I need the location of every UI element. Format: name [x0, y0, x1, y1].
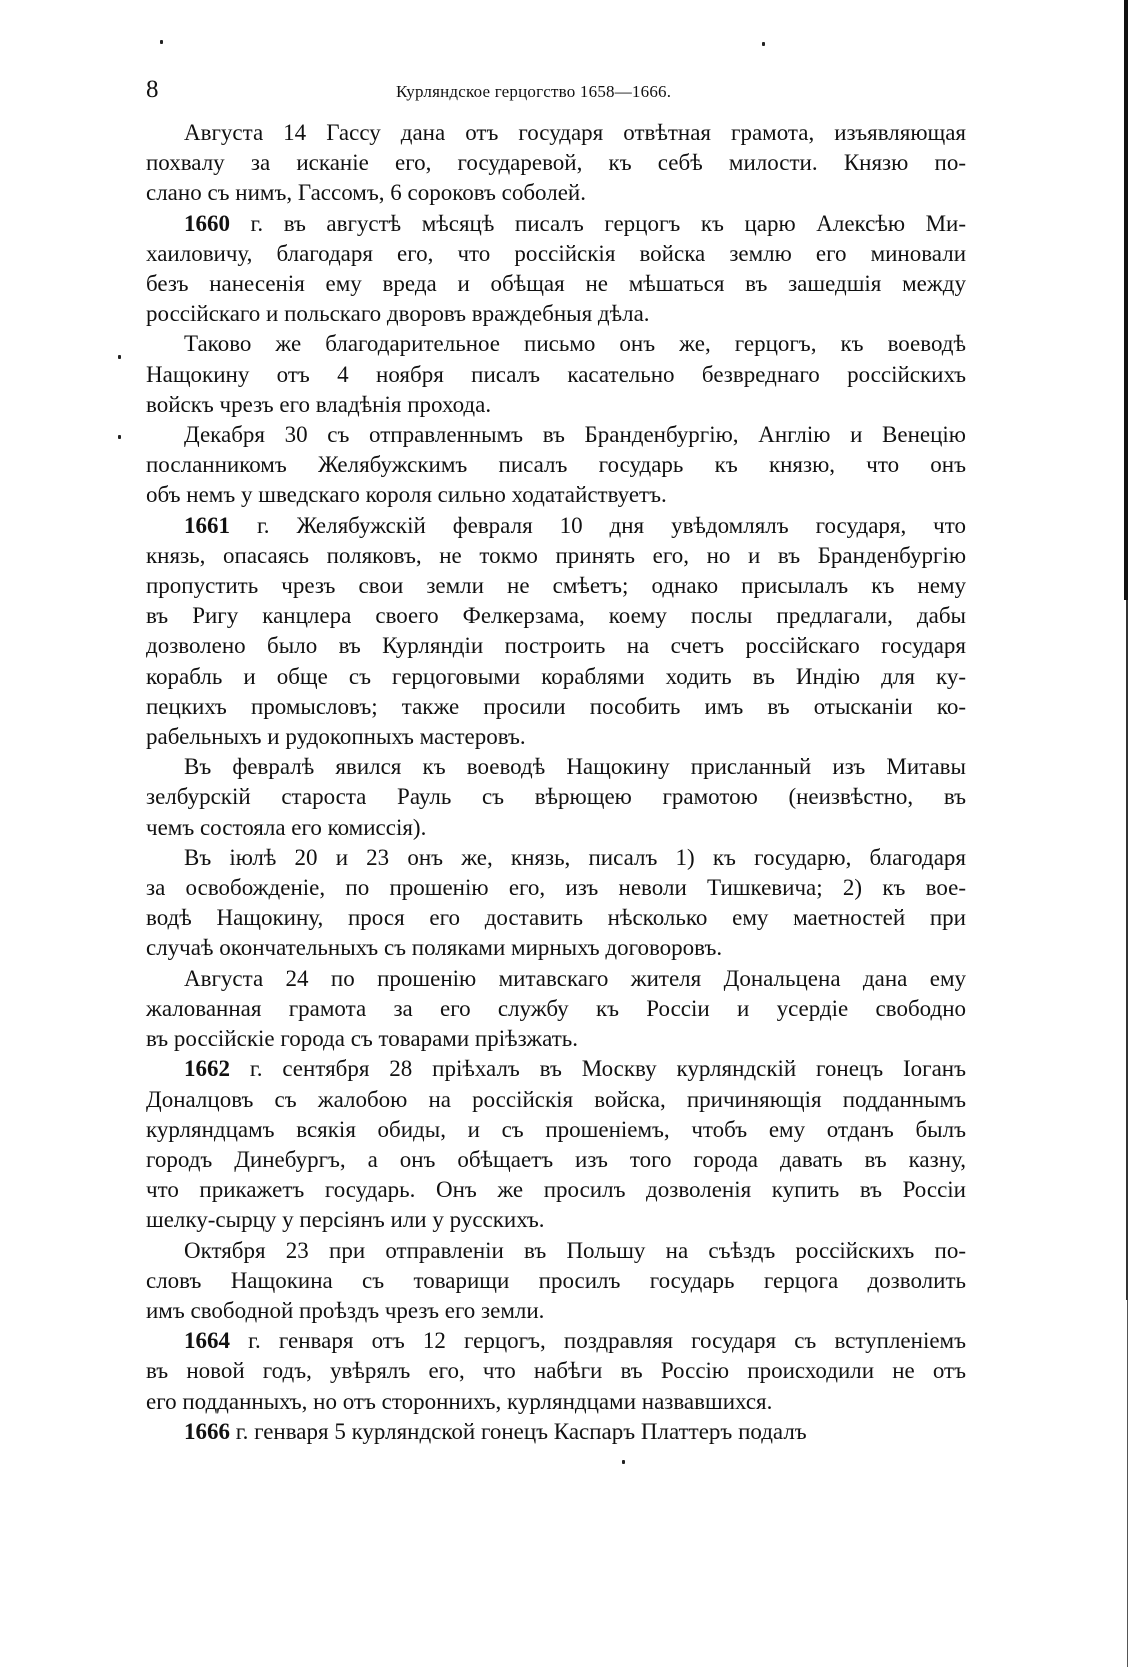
paragraph: [146, 1326, 966, 1417]
text-line: слано съ нимъ, Гассомъ, 6 сороковъ соболей.: [146, 180, 586, 206]
text-line: что прикажетъ государь. Онъ же просилъ дозволенія купить въ Россіи: [146, 1177, 966, 1203]
year-label: 1662: [184, 1056, 230, 1082]
text-line: водѣ Нащокину, прося его доставить нѣсколько ему маетностей при: [146, 905, 966, 931]
year-label: 1661: [184, 512, 230, 538]
paragraph: [146, 118, 966, 209]
text-line: корабль и обще съ герцоговыми кораблями ходить въ Индію для ку-: [146, 663, 966, 689]
page-edge-line: [1126, 600, 1128, 1300]
page-header: [146, 76, 976, 106]
text-line: 1664 г. генваря отъ 12 герцогъ, поздравляя государя съ вступленіемъ: [184, 1328, 966, 1354]
text-line: рабельныхъ и рудокопныхъ мастеровъ.: [146, 724, 526, 750]
page-body: [146, 118, 966, 1447]
text-line: зелбурскій староста Рауль съ вѣрющею грамотою (неизвѣстно, въ: [146, 784, 966, 810]
year-label: 1666: [184, 1418, 230, 1444]
text-line: имъ свободной проѣздъ чрезъ его земли.: [146, 1297, 545, 1323]
text-line: въ новой годъ, увѣрялъ его, что набѣги въ Россію происходили не отъ: [146, 1358, 966, 1384]
scan-speck: [118, 355, 121, 359]
text-line: Таково же благодарительное письмо онъ же, герцогъ, къ воеводѣ: [184, 331, 966, 357]
text-line: Нащокину отъ 4 ноября писалъ касательно безвреднаго россійскихъ: [146, 361, 966, 387]
scan-speck: [118, 435, 121, 439]
text-line: пецкихъ промысловъ; также просили пособить имъ въ отысканіи ко-: [146, 693, 966, 719]
text-line: похвалу за исканіе его, государевой, къ себѣ милости. Князю по-: [146, 150, 966, 176]
text-line: 1661 г. Желябужскій февраля 10 дня увѣдомлялъ государя, что: [184, 512, 966, 538]
text-line: 1660 г. въ августѣ мѣсяцѣ писалъ герцогъ къ царю Алексѣю Ми-: [184, 210, 966, 236]
paragraph: [146, 1417, 966, 1447]
text-line: Августа 14 Гассу дана отъ государя отвѣтная грамота, изъявляющая: [184, 120, 966, 145]
text-line: жалованная грамота за его службу къ Россіи и усердіе свободно: [146, 995, 966, 1021]
paragraph: [146, 1236, 966, 1327]
scan-speck: [160, 40, 163, 44]
text-line: 1662 г. сентября 28 пріѣхалъ въ Москву курляндскій гонецъ Іоганъ: [184, 1056, 966, 1082]
text-line: хаиловичу, благодаря его, что россійскія войска землю его миновали: [146, 240, 966, 266]
text-line: князь, опасаясь поляковъ, не токмо принять его, но и въ Бранденбургію: [146, 542, 966, 568]
text-line: Декабря 30 съ отправленнымъ въ Бранденбургію, Англію и Венецію: [184, 422, 966, 448]
text-line: городъ Динебургъ, а онъ обѣщаетъ изъ того города давать въ казну,: [146, 1146, 966, 1172]
page-edge-line-lower: [1127, 1300, 1128, 1667]
text-line: посланникомъ Желябужскимъ писалъ государь къ князю, что онъ: [146, 452, 966, 478]
paragraph: [146, 329, 966, 420]
text-line: въ россійскіе города съ товарами пріѣзжать.: [146, 1026, 579, 1052]
paragraph: [146, 209, 966, 330]
text-line: Октября 23 при отправленіи въ Польшу на съѣздъ россійскихъ по-: [184, 1237, 966, 1263]
text-line: безъ нанесенія ему вреда и обѣщая не мѣшаться въ зашедшія между: [146, 271, 966, 297]
text-line: чемъ состояла его комиссія).: [146, 814, 427, 840]
text-line: Доналцовъ съ жалобою на россійскія войска, причиняющія подданнымъ: [146, 1086, 966, 1112]
paragraph: [146, 420, 966, 511]
paragraph: [146, 843, 966, 964]
text-line: случаѣ окончательныхъ съ поляками мирныхъ договоровъ.: [146, 935, 723, 961]
paragraph: [146, 511, 966, 753]
text-line: его подданныхъ, но отъ стороннихъ, курляндцами назвавшихся.: [146, 1388, 773, 1414]
text-line: пропустить чрезъ свои земли не смѣетъ; однако присылалъ къ нему: [146, 573, 966, 599]
paragraph: [146, 752, 966, 843]
text-line: россійскаго и польскаго дворовъ враждебныя дѣла.: [146, 301, 650, 327]
text-line: курляндцамъ всякія обиды, и съ прошеніемъ, чтобъ ему отданъ былъ: [146, 1116, 966, 1142]
text-line: объ немъ у шведскаго короля сильно ходатайствуетъ.: [146, 482, 667, 508]
paragraph: [146, 964, 966, 1055]
text-line: словъ Нащокина съ товарищи просилъ государь герцога дозволить: [146, 1267, 966, 1293]
text-line: войскъ чрезъ его владѣнія прохода.: [146, 391, 492, 417]
scan-speck: [622, 1460, 625, 1464]
page-edge-shadow: [1124, 0, 1128, 600]
text-line: Августа 24 по прошенію митавскаго жителя Дональцена дана ему: [184, 965, 966, 991]
page-number: 8: [146, 76, 159, 103]
text-line: за освобожденіе, по прошенію его, изъ неволи Тишкевича; 2) къ вое-: [146, 875, 966, 901]
text-line: 1666 г. генваря 5 курляндской гонецъ Каспаръ Платтеръ подалъ: [184, 1418, 807, 1444]
scan-speck: [762, 42, 765, 46]
text-line: Въ іюлѣ 20 и 23 онъ же, князь, писалъ 1) къ государю, благодаря: [184, 844, 966, 870]
text-line: дозволено было въ Курляндіи построить на счетъ россійскаго государя: [146, 633, 966, 659]
year-label: 1660: [184, 210, 230, 236]
text-line: въ Ригу канцлера своего Фелкерзама, коему послы предлагали, дабы: [146, 603, 966, 629]
text-line: Въ февралѣ явился къ воеводѣ Нащокину присланный изъ Митавы: [184, 754, 966, 780]
running-title: Курляндское герцогство 1658—1666.: [396, 82, 672, 101]
text-line: шелку-сырцу у персіянъ или у русскихъ.: [146, 1207, 545, 1233]
paragraph: [146, 1054, 966, 1235]
year-label: 1664: [184, 1328, 230, 1354]
